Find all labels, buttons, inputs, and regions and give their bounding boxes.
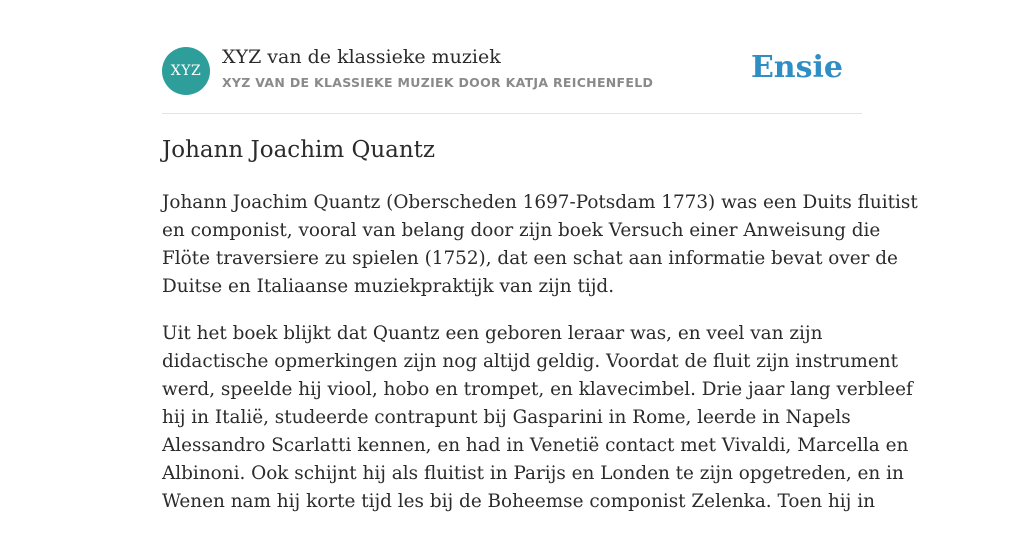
- site-subtitle[interactable]: XYZ VAN DE KLASSIEKE MUZIEK DOOR KATJA REICHENFELD: [222, 75, 654, 90]
- text-line: hij in Italië, studeerde contrapunt bij Gasparini in Rome, leerde in Napels: [162, 407, 851, 428]
- brand-logo[interactable]: Ensie: [750, 50, 843, 85]
- page-header: [162, 0, 862, 114]
- article-body: [162, 189, 918, 535]
- paragraph: [162, 189, 918, 301]
- text-line: Flöte traversiere zu spielen (1752), dat een schat aan informatie bevat over de: [162, 248, 898, 269]
- avatar[interactable]: XYZ: [162, 47, 210, 95]
- text-line: Uit het boek blijkt dat Quantz een geboren leraar was, en veel van zijn: [162, 323, 823, 344]
- article-title: Johann Joachim Quantz: [162, 137, 436, 163]
- text-line: Albinoni. Ook schijnt hij als fluitist in Parijs en Londen te zijn opgetreden, en in: [162, 463, 904, 484]
- text-line: Duitse en Italiaanse muziekpraktijk van zijn tijd.: [162, 276, 615, 297]
- text-line: didactische opmerkingen zijn nog altijd geldig. Voordat de fluit zijn instrument: [162, 351, 898, 372]
- text-line: Alessandro Scarlatti kennen, en had in Venetië contact met Vivaldi, Marcella en: [162, 435, 909, 456]
- text-line: en componist, vooral van belang door zijn boek Versuch einer Anweisung die: [162, 220, 881, 241]
- text-line: werd, speelde hij viool, hobo en trompet, en klavecimbel. Drie jaar lang verbleef: [162, 379, 913, 400]
- text-line: Wenen nam hij korte tijd les bij de Boheemse componist Zelenka. Toen hij in: [162, 491, 875, 512]
- page-container: [162, 0, 918, 512]
- site-title[interactable]: XYZ van de klassieke muziek: [222, 46, 501, 68]
- paragraph: [162, 320, 913, 516]
- text-line: Johann Joachim Quantz (Oberscheden 1697-Potsdam 1773) was een Duits fluitist: [162, 192, 918, 213]
